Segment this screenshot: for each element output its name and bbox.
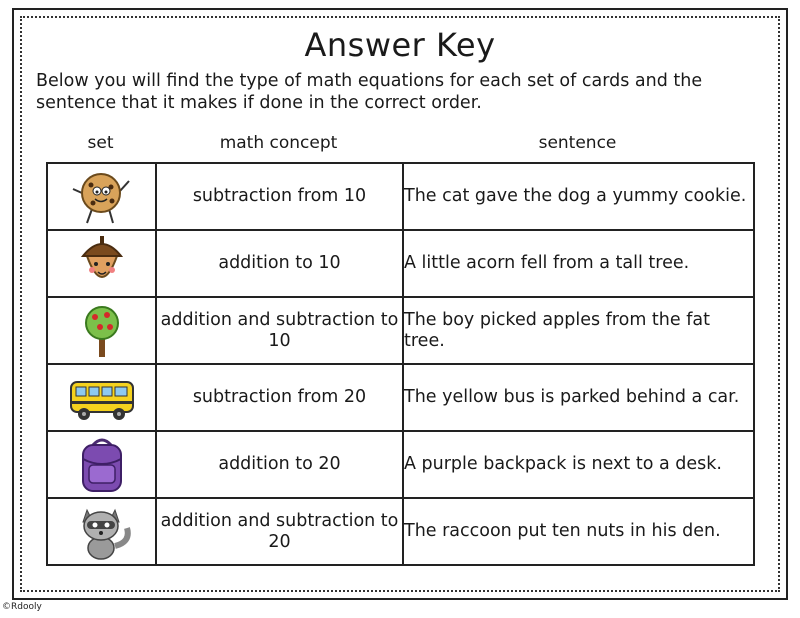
- intro-text: Below you will find the type of math equations for each set of cards and the sentence that it makes if done in the correct order.: [36, 71, 703, 113]
- set-cell: [47, 163, 156, 230]
- sentence-cell: The cat gave the dog a yummy cookie.: [403, 163, 754, 230]
- cookie-icon: [67, 167, 137, 227]
- school-bus-icon: [67, 368, 137, 428]
- sentence-cell: The yellow bus is parked behind a car.: [403, 364, 754, 431]
- page-title: Answer Key: [304, 26, 496, 64]
- table-row: [47, 230, 754, 297]
- sentence-cell: The boy picked apples from the fat tree.: [403, 297, 754, 364]
- sentence-cell: The raccoon put ten nuts in his den.: [403, 498, 754, 565]
- math-concept-cell: addition to 20: [156, 431, 403, 498]
- set-cell: [47, 230, 156, 297]
- table-row: [47, 498, 754, 565]
- answer-table: [46, 162, 755, 566]
- table-row: [47, 163, 754, 230]
- table-row: [47, 364, 754, 431]
- acorn-icon: [67, 234, 137, 294]
- table-row: [47, 431, 754, 498]
- header-math-concept: math concept: [219, 133, 338, 153]
- sentence-cell: A little acorn fell from a tall tree.: [403, 230, 754, 297]
- set-cell: [47, 431, 156, 498]
- set-cell: [47, 498, 156, 565]
- raccoon-icon: [67, 502, 137, 562]
- backpack-icon: [67, 435, 137, 495]
- copyright-text: ©Rdooly: [2, 602, 42, 612]
- math-concept-cell: addition and subtraction to 10: [156, 297, 403, 364]
- math-concept-cell: subtraction from 20: [156, 364, 403, 431]
- math-concept-cell: subtraction from 10: [156, 163, 403, 230]
- header-set: set: [87, 133, 114, 153]
- sentence-cell: A purple backpack is next to a desk.: [403, 431, 754, 498]
- math-concept-cell: addition to 10: [156, 230, 403, 297]
- apple-tree-icon: [67, 301, 137, 361]
- math-concept-cell: addition and subtraction to 20: [156, 498, 403, 565]
- set-cell: [47, 364, 156, 431]
- header-sentence: sentence: [538, 133, 617, 153]
- set-cell: [47, 297, 156, 364]
- table-row: [47, 297, 754, 364]
